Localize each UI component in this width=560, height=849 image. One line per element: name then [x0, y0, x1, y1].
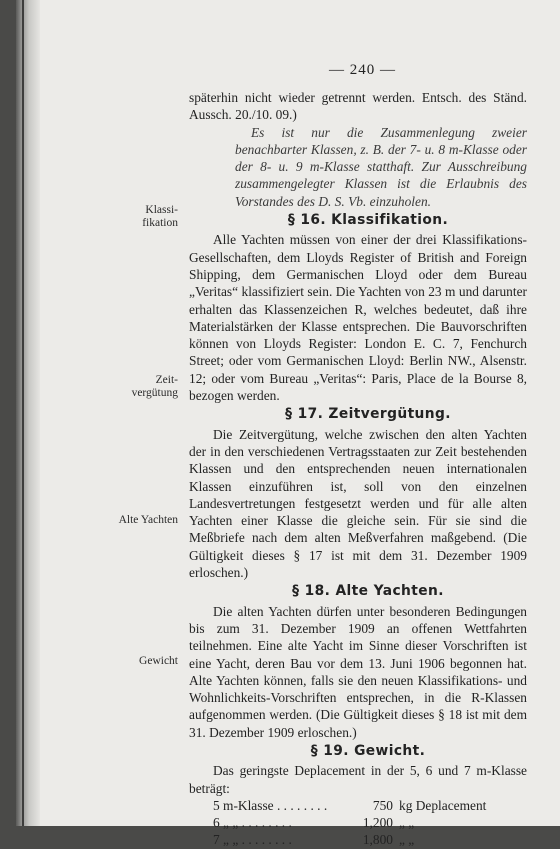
value-cell: 750 [372, 797, 393, 813]
page-number: — 240 — [329, 62, 396, 78]
section-18-text: Die alten Yachten dürfen unter besonderen Bedingungen bis zum 31. Dezember 1909 an offenen Wettfahrten teilnehmen. Eine alte Yacht im Sinne dieser Vorschriften ist eine Yacht, deren Bau vor dem 13. Juni 1906 begonnen hat. Alte Yachten können, falls sie den neuen Klassifikations- und Wohnlichkeits-Vorschriften entsprechen, in die R-Klassen aufgenommen werden. (Die Gültigkeit dieses § 18 ist mit dem 31. Dezember 1909 erloschen.) [189, 603, 527, 740]
unit-cell: „ „ [399, 815, 415, 831]
section-17-text: Die Zeitvergütung, welche zwischen den alten Yachten der in den verschiedenen Vertragsstaaten zur Zeit bestehenden Klassen und den entsprechenden neuen internationalen Klassen einzuführen ist, soll von den einzelnen Landesvertretungen festgesetzt werden und für alle alten Yachten einer Klasse die gleiche sein. Für sie sind die Meßbriefe nach dem alten Meßverfahren maßgebend. (Die Gültigkeit dieses § 17 ist mit dem 31. Dezember 1909 erloschen.) [189, 426, 527, 581]
margin-note-alte-yachten: Alte Yachten [118, 514, 178, 526]
book-page [16, 0, 560, 848]
section-19-heading: § 19. Gewicht. [310, 742, 426, 759]
margin-note-zeitverguetung: Zeit- vergütung [131, 374, 178, 399]
unit-cell: kg Deplacement [399, 797, 487, 813]
class-cell: 6 „ „ . . . . . . . . [213, 815, 292, 831]
section-16-text: Alle Yachten müssen von einer der drei Klassifikations-Gesellschaften, dem Lloyds Register of British and Foreign Shipping, dem Germanischen Lloyd oder dem Bureau „Veritas“ klassifiziert sein. Die Yachten von 23 m und darunter erhalten das Klassenzeichen R, welches bedeutet, daß ihre Materialstärken der Klasse entsprechen. Die Bauvorschriften können von Lloyds Register: London E. C. 7, Fenchurch Street; oder vom Germanischen Lloyd: Berlin NW., Alsenstr. 12; oder vom Bureau „Veritas“: Paris, Place de la Bourse 8, bezogen werden. [189, 232, 527, 404]
value-cell: 1,200 [362, 815, 393, 831]
table-row [213, 831, 486, 848]
unit-cell: „ „ [399, 832, 415, 848]
section-16-heading: § 16. Klassifikation. [287, 212, 449, 229]
table-row [213, 814, 486, 831]
class-cell: 7 „ „ . . . . . . . . [213, 832, 292, 848]
class-cell: 5 m-Klasse . . . . . . . . [213, 797, 328, 813]
section-19-text: Das geringste Deplacement in der 5, 6 und 7 m-Klasse beträgt: [189, 763, 527, 796]
intro-paragraph: späterhin nicht wieder getrennt werden. Entsch. des Ständ. Aussch. 20./10. 09.) [189, 90, 527, 123]
margin-note-gewicht: Gewicht [139, 655, 178, 667]
deplacement-table [213, 797, 486, 849]
page-body [189, 89, 527, 849]
section-17-heading: § 17. Zeitvergütung. [285, 406, 451, 423]
intro-note: Es ist nur die Zusammenlegung zweier benachbarter Klassen, z. B. der 7- u. 8 m-Klasse oder der 8- u. 9 m-Klasse statthaft. Zur Ausschreibung zusammengelegter Klassen ist die Erlaubnis des Vorstandes des D. S. Vb. einzuholen. [235, 124, 527, 209]
value-cell: 1,800 [362, 832, 393, 848]
margin-note-klassifikation: Klassi- fikation [142, 204, 178, 229]
book-spine [16, 0, 40, 826]
section-18-heading: § 18. Alte Yachten. [292, 583, 444, 600]
table-row [213, 797, 486, 814]
